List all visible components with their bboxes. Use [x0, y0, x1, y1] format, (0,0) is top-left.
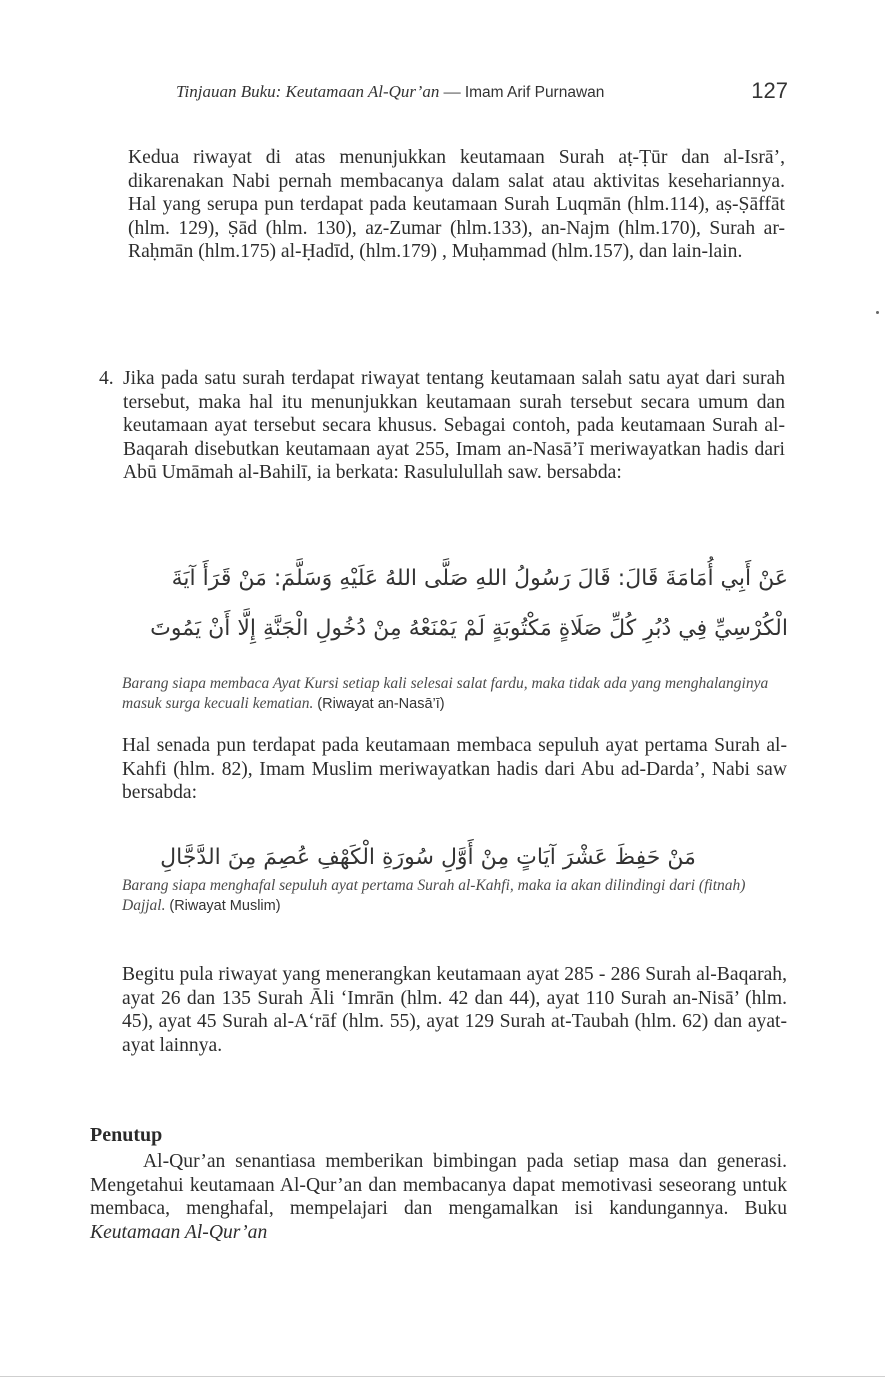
- hadith-translation: [122, 674, 787, 714]
- header-separator: —: [439, 82, 465, 101]
- paragraph-other-verses: Begitu pula riwayat yang menerangkan keutamaan ayat 285 - 286 Surah al-Baqarah, ayat 26 dan 135 Surah Āli ‘Imrān (hlm. 42 dan 44), ayat 110 Surah an-Nisā’ (hlm. 45), ayat 45 Surah al-A‘rāf (hlm. 55), ayat 129 Surah at-Taubah (hlm. 62) dan ayat-ayat lainnya.: [122, 964, 787, 1056]
- paragraph-kahfi: Hal senada pun terdapat pada keutamaan membaca sepuluh ayat pertama Surah al-Kahfi (hlm. 82), Imam Muslim meriwayatkan hadis dari Abu ad-Darda’, Nabi saw bersabda:: [122, 735, 787, 803]
- book-title-italic: Keutamaan Al-Qur’an: [90, 1221, 268, 1243]
- hadith-source: (Riwayat an-Nasā’ī): [317, 696, 445, 712]
- hadith-source-2: (Riwayat Muslim): [169, 898, 281, 914]
- paragraph-intro: Kedua riwayat di atas menunjukkan keutamaan Surah aṭ-Ṭūr dan al-Isrā’, dikarenakan Nabi pernah membacanya dalam salat atau aktivitas kesehariannya. Hal yang serupa pun terdapat pada keutamaan Surah Luqmān (hlm.114), aṣ-Ṣāffāt (hlm. 129), Ṣād (hlm. 130), az-Zumar (hlm.133), an-Najm (hlm.170), Surah ar-Raḥmān (hlm.175) al-Ḥadīd, (hlm.179) , Muḥammad (hlm.157), dan lain-lain.: [128, 147, 785, 262]
- scan-edge-line: [0, 1376, 885, 1377]
- running-header: [176, 78, 788, 103]
- scan-speck: [876, 311, 879, 314]
- header-author: Imam Arif Purnawan: [464, 84, 605, 101]
- translation-text: Barang siapa membaca Ayat Kursi setiap kali selesai salat fardu, maka tidak ada yang menghalanginya masuk surga kecuali kematian.: [122, 675, 769, 712]
- hadith-arabic-text: عَنْ أَبِي أُمَامَةَ قَالَ: قَالَ رَسُولُ اللهِ صَلَّى اللهُ عَلَيْهِ وَسَلَّمَ: مَنْ قَرَأَ آيَةَ الْكُرْسِيِّ فِي دُبُرِ كُلِّ صَلَاةٍ مَكْتُوبَةٍ لَمْ يَمْنَعْهُ مِنْ دُخُولِ الْجَنَّةِ إِلَّا أَنْ يَمُوتَ: [150, 566, 788, 641]
- header-title: Tinjauan Buku: Keutamaan Al-Qur’an: [176, 82, 440, 101]
- hadith-arabic-text-2: مَنْ حَفِظَ عَشْرَ آيَاتٍ مِنْ أَوَّلِ سُورَةِ الْكَهْفِ عُصِمَ مِنَ الدَّجَّالِ: [160, 845, 696, 870]
- translation-text-2: Barang siapa menghafal sepuluh ayat pertama Surah al-Kahfi, maka ia akan dilindingi dari (fitnah) Dajjal.: [122, 877, 746, 914]
- closing-paragraph: [90, 1150, 787, 1244]
- list-item-4: [99, 367, 785, 485]
- hadith-translation-2: [122, 876, 787, 916]
- section-heading: Penutup: [90, 1124, 163, 1146]
- closing-text: Al-Qur’an senantiasa memberikan bimbingan pada setiap masa dan generasi. Mengetahui keutamaan Al-Qur’an dan membacanya dapat memotivasi seseorang untuk membaca, menghafal, mempelajari dan mengamalkan isi kandungannya. Buku: [90, 1151, 787, 1219]
- list-item-text: Jika pada satu surah terdapat riwayat tentang keutamaan salah satu ayat dari surah tersebut, maka hal itu menunjukkan keutamaan surah tersebut secara umum dan keutamaan ayat tersebut secara khusus. Sebagai contoh, pada keutamaan Surah al-Baqarah disebutkan keutamaan ayat 255, Imam an-Nasā’ī meriwayatkan hadis dari Abū Umāmah al-Bahilī, ia berkata: Rasululullah saw. bersabda:: [123, 368, 785, 483]
- list-item-number: 4.: [99, 368, 114, 389]
- page-number: 127: [751, 78, 788, 103]
